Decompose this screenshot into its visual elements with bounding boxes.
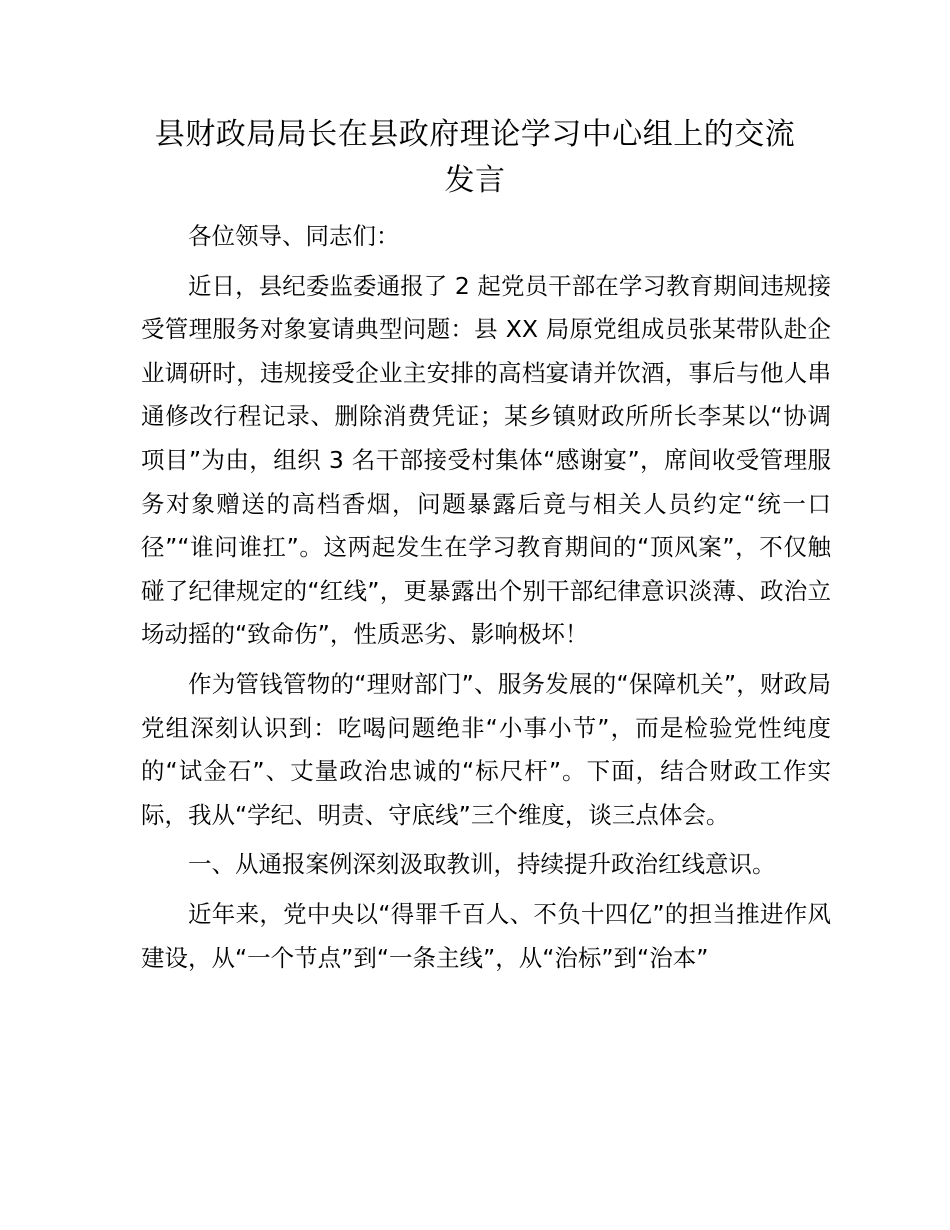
case-report-paragraph: 近日，县纪委监委通报了 2 起党员干部在学习教育期间违规接受管理服务对象宴请典型问题：县 XX 局原党组成员张某带队赴企业调研时，违规接受企业主安排的高档宴请并饮酒，事后与他人串通修改行程记录、删除消费凭证；某乡镇财政所所长李某以“协调项目”为由，组织 3 名干部接受村集体“感谢宴”，席间收受管理服务对象赠送的高档香烟，问题暴露后竟与相关人员约定“统一口径”“谁问谁扛”。这两起发生在学习教育期间的“顶风案”，不仅触碰了纪律规定的“红线”，更暴露出个别干部纪律意识淡薄、政治立场动摇的“致命伤”，性质恶劣、影响极坏！	[141, 271, 831, 649]
document-body	[141, 215, 831, 986]
awareness-paragraph: 作为管钱管物的“理财部门”、服务发展的“保障机关”，财政局党组深刻认识到：吃喝问题绝非“小事小节”，而是检验党性纯度的“试金石”、丈量政治忠诚的“标尺杆”。下面，结合财政工作实际，我从“学纪、明责、守底线”三个维度，谈三点体会。	[141, 669, 831, 829]
section-heading-1: 一、从通报案例深刻汲取教训，持续提升政治红线意识。	[188, 850, 776, 879]
document-title: 县财政局局长在县政府理论学习中心组上的交流发言	[154, 117, 796, 198]
section-1-paragraph: 近年来，党中央以“得罪千百人、不负十四亿”的担当推进作风建设，从“一个节点”到“一条主线”，从“治标”到“治本”	[141, 899, 831, 972]
salutation-paragraph: 各位领导、同志们：	[188, 222, 400, 250]
